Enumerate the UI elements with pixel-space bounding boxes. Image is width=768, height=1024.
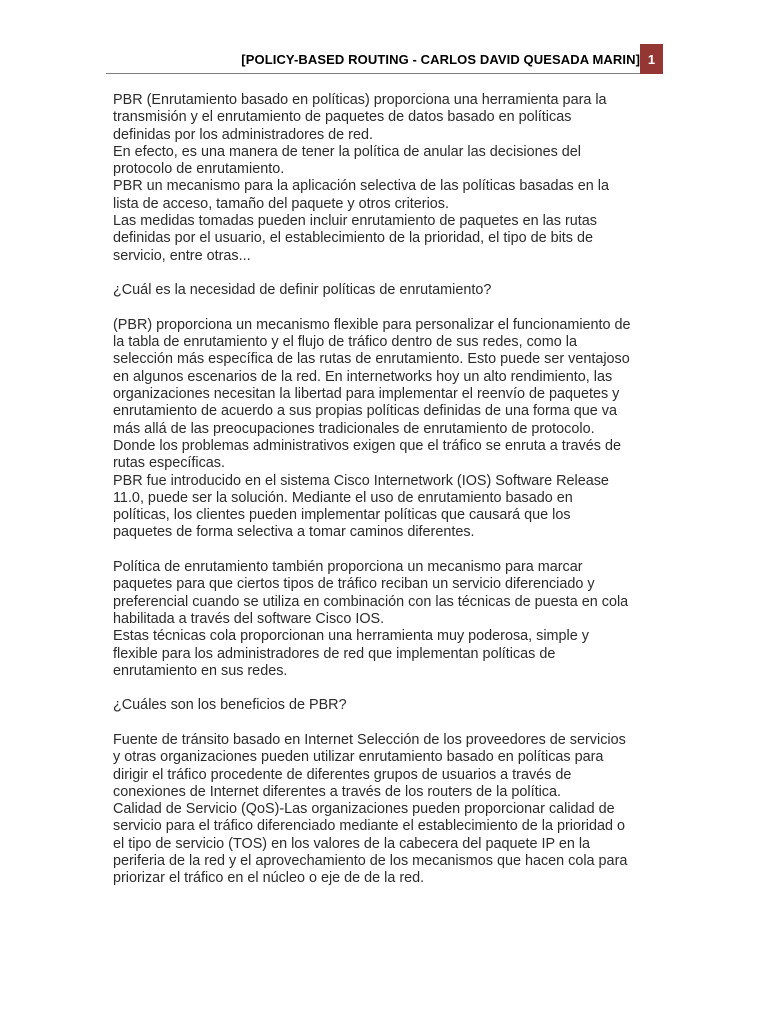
document-body	[113, 92, 663, 888]
text-line: (PBR) proporciona un mecanismo flexible para personalizar el funcionamiento de	[113, 316, 631, 333]
text-line: Política de enrutamiento también proporciona un mecanismo para marcar	[113, 559, 583, 576]
text-line: Donde los problemas administrativos exigen que el tráfico se enruta a través de	[113, 437, 621, 454]
page-header	[0, 44, 768, 76]
text-line: y otras organizaciones pueden utilizar enrutamiento basado en políticas para	[113, 749, 604, 766]
text-line: paquetes de forma selectiva a tomar caminos diferentes.	[113, 524, 475, 541]
text-line: servicio para el tráfico diferenciado mediante el establecimiento de la prioridad o	[113, 818, 625, 835]
text-line: rutas específicas.	[113, 455, 225, 472]
paragraph-spacer	[113, 715, 663, 732]
text-line: PBR un mecanismo para la aplicación selectiva de las políticas basadas en la	[113, 178, 609, 195]
text-line: 11.0, puede ser la solución. Mediante el uso de enrutamiento basado en	[113, 489, 573, 506]
text-line: En efecto, es una manera de tener la política de anular las decisiones del	[113, 143, 581, 160]
policy-paragraph	[113, 559, 663, 680]
text-line: organizaciones necesitan la libertad para implementar el reenvío de paquetes y	[113, 386, 620, 403]
text-line: protocolo de enrutamiento.	[113, 161, 285, 178]
text-line: transmisión y el enrutamiento de paquetes de datos basado en políticas	[113, 109, 572, 126]
paragraph-spacer	[113, 300, 663, 317]
paragraph-spacer	[113, 265, 663, 282]
header-title: [POLICY-BASED ROUTING - CARLOS DAVID QUESADA MARIN]	[241, 52, 640, 67]
text-line: en algunos escenarios de la red. En internetworks hoy un alto rendimiento, las	[113, 368, 613, 385]
paragraph-spacer	[113, 542, 663, 559]
text-line: Fuente de tránsito basado en Internet Selección de los proveedores de servicios	[113, 731, 626, 748]
text-line: lista de acceso, tamaño del paquete y otros criterios.	[113, 195, 449, 212]
text-line: dirigir el tráfico procedente de diferentes grupos de usuarios a través de	[113, 766, 572, 783]
text-line: más allá de las preocupaciones tradicionales de enrutamiento de protocolo.	[113, 420, 595, 437]
paragraph-spacer	[113, 680, 663, 697]
question-heading: ¿Cuáles son los beneficios de PBR?	[113, 697, 347, 714]
text-line: definidas por los administradores de red.	[113, 126, 373, 143]
question-heading: ¿Cuál es la necesidad de definir políticas de enrutamiento?	[113, 282, 492, 299]
benefits-paragraph	[113, 732, 663, 888]
text-line: definidas por el usuario, el establecimiento de la prioridad, el tipo de bits de	[113, 230, 593, 247]
text-line: habilitada a través del software Cisco IOS.	[113, 610, 385, 627]
text-line: Las medidas tomadas pueden incluir enrutamiento de paquetes en las rutas	[113, 213, 597, 230]
text-line: preferencial cuando se utiliza en combinación con las técnicas de puesta en cola	[113, 593, 629, 610]
text-line: Calidad de Servicio (QoS)-Las organizaciones pueden proporcionar calidad de	[113, 801, 615, 818]
text-line: PBR (Enrutamiento basado en políticas) proporciona una herramienta para la	[113, 92, 607, 108]
text-line: políticas, los clientes pueden implementar políticas que causará que los	[113, 507, 571, 524]
header-divider	[106, 73, 640, 74]
text-line: la tabla de enrutamiento y el flujo de tráfico dentro de sus redes, como la	[113, 334, 577, 351]
text-line: flexible para los administradores de red que implementan políticas de	[113, 645, 556, 662]
text-line: PBR fue introducido en el sistema Cisco Internetwork (IOS) Software Release	[113, 472, 609, 489]
text-line: periferia de la red y el aprovechamiento de los mecanismos que hacen cola para	[113, 853, 628, 870]
intro-paragraph	[113, 92, 663, 265]
text-line: paquetes para que ciertos tipos de tráfico reciban un servicio diferenciado y	[113, 576, 595, 593]
text-line: conexiones de Internet diferentes a través de los routers de la política.	[113, 783, 561, 800]
text-line: Estas técnicas cola proporcionan una herramienta muy poderosa, simple y	[113, 628, 589, 645]
text-line: priorizar el tráfico en el núcleo o eje de de la red.	[113, 870, 425, 887]
text-line: el tipo de servicio (TOS) en los valores de la cabecera del paquete IP en la	[113, 835, 591, 852]
text-line: servicio, entre otras...	[113, 247, 251, 264]
text-line: enrutamiento de acuerdo a sus propias políticas definidas de una forma que va	[113, 403, 617, 420]
text-line: enrutamiento en sus redes.	[113, 662, 288, 679]
page-number-badge: 1	[640, 44, 663, 74]
text-line: selección más específica de las rutas de enrutamiento. Esto puede ser ventajoso	[113, 351, 630, 368]
need-paragraph	[113, 317, 663, 542]
